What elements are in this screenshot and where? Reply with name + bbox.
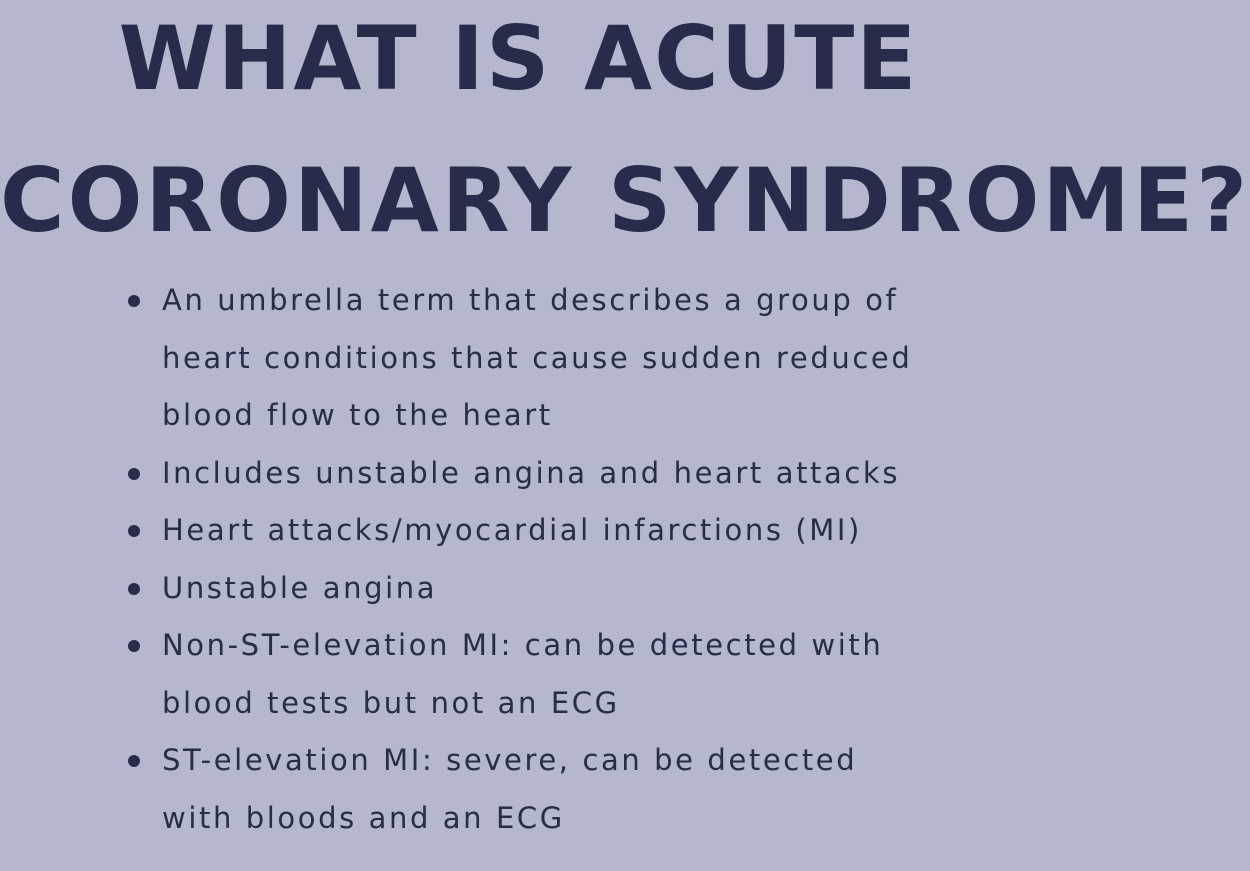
bullet-item: [128, 502, 1008, 560]
bullet-text-line: Unstable angina: [162, 570, 438, 605]
bullet-text-line: Non-ST-elevation MI: can be detected with: [162, 628, 884, 662]
bullet-item: [128, 560, 1008, 618]
bullet-text-line: heart conditions that cause sudden reduced: [162, 340, 913, 375]
bullet-item: [128, 617, 1008, 732]
bullet-text-line: blood flow to the heart: [162, 398, 553, 432]
bullet-list: [128, 272, 1008, 847]
bullet-item: [128, 445, 1008, 503]
bullet-dot-icon: [128, 468, 140, 480]
title-line-1: WHAT IS ACUTE: [118, 7, 919, 110]
bullet-text-line: An umbrella term that describes a group of: [162, 283, 899, 317]
bullet-dot-icon: [128, 583, 140, 595]
bullet-text-line: Includes unstable angina and heart attacks: [162, 455, 901, 490]
bullet-dot-icon: [128, 640, 140, 652]
bullet-text-line: ST-elevation MI: severe, can be detected: [162, 743, 858, 777]
bullet-dot-icon: [128, 295, 140, 307]
bullet-text-line: blood tests but not an ECG: [162, 685, 620, 720]
title-line-2: CORONARY SYNDROME?: [0, 149, 1250, 252]
bullet-text-line: Heart attacks/myocardial infarctions (MI): [162, 513, 862, 547]
bullet-item: [128, 272, 1008, 445]
bullet-item: [128, 732, 1008, 847]
bullet-dot-icon: [128, 525, 140, 537]
bullet-dot-icon: [128, 755, 140, 767]
bullet-text-line: with bloods and an ECG: [162, 800, 565, 835]
